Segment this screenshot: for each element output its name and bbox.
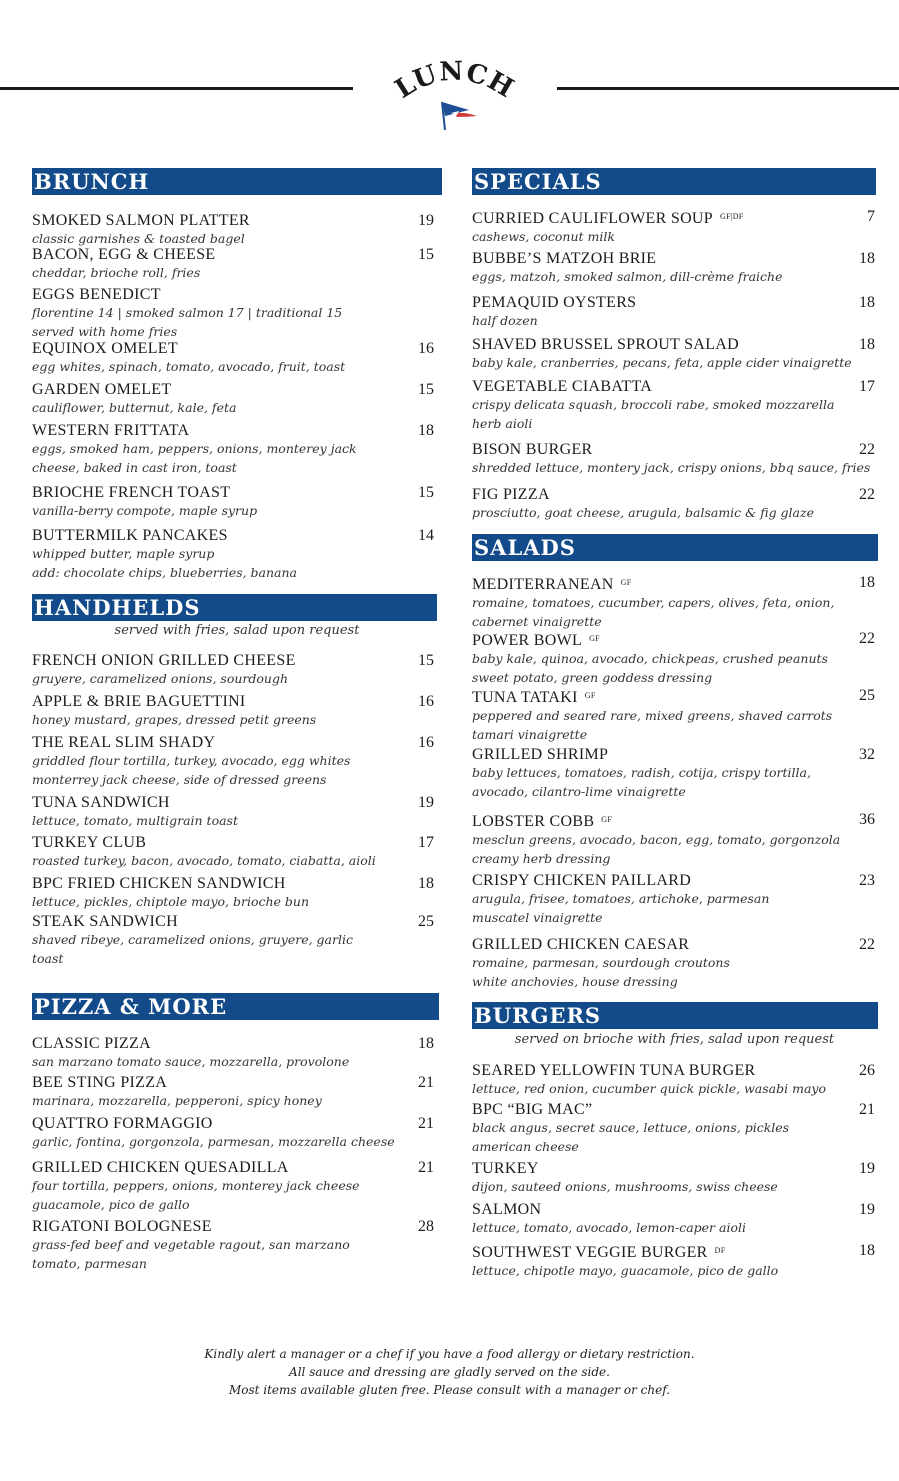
item-name-text: TURKEY CLUB [32,834,147,851]
item-name-text: SOUTHWEST VEGGIE BURGER [472,1244,708,1261]
item-description: garlic, fontina, gorgonzola, parmesan, mozzarella cheese [32,1134,395,1149]
item-name-text: BACON, EGG & CHEESE [32,246,216,263]
menu-item [472,1101,877,1156]
item-description: prosciutto, goat cheese, arugula, balsamic & fig glaze [472,505,814,520]
item-description: tamari vinaigrette [472,727,588,742]
item-description: avocado, cilantro-lime vinaigrette [472,784,686,799]
specials-title: SPECIALS [472,168,876,195]
menu-item [472,811,877,868]
flag-icon [442,102,477,130]
header-rule-left [0,87,353,90]
header-rule-right [557,87,899,90]
item-price: 21 [859,1101,875,1118]
item-name-text: VEGETABLE CIABATTA [472,378,653,395]
item-price: 26 [859,1062,875,1079]
item-description: eggs, smoked ham, peppers, onions, monterey jack [32,441,357,456]
item-name-text: TUNA TATAKI [472,689,578,706]
item-name-text: QUATTRO FORMAGGIO [32,1115,213,1132]
burgers-note: served on brioche with fries, salad upon request [514,1032,835,1047]
menu-item [472,1160,877,1196]
menu-item [32,246,442,282]
item-price: 15 [418,246,434,263]
item-name-text: GRILLED CHICKEN CAESAR [472,936,690,953]
dietary-tag: GF [620,578,632,587]
salads-title: SALADS [472,534,878,561]
menu-item [472,936,877,991]
menu-item [32,1035,442,1071]
item-price: 17 [418,834,434,851]
menu-item [32,527,442,582]
item-name [32,381,442,398]
item-description: marinara, mozzarella, pepperoni, spicy honey [32,1093,322,1108]
menu-item [32,340,442,376]
item-name-text: SHAVED BRUSSEL SPROUT SALAD [472,336,739,353]
item-description: baby lettuces, tomatoes, radish, cotija, crispy tortilla, [472,765,811,780]
item-name [32,286,442,303]
item-name-text: TURKEY [472,1160,539,1177]
item-description: four tortilla, peppers, onions, monterey jack cheese [32,1178,360,1193]
item-price: 25 [859,687,875,704]
item-name [32,1035,442,1052]
item-name [472,208,877,227]
item-description: tomato, parmesan [32,1256,147,1271]
item-name-text: SALMON [472,1201,542,1218]
item-description: lettuce, red onion, cucumber quick pickle, wasabi mayo [472,1081,826,1096]
item-name [32,693,442,710]
item-name-text: BPC “BIG MAC” [472,1101,593,1118]
item-name-text: EGGS BENEDICT [32,286,161,303]
item-description: shaved ribeye, caramelized onions, gruyere, garlic [32,932,353,947]
item-name-text: MEDITERRANEAN [472,576,614,593]
item-name-text: STEAK SANDWICH [32,913,178,930]
item-name [32,1218,442,1235]
item-name-text: EQUINOX OMELET [32,340,178,357]
menu-item [32,1115,442,1151]
menu-item [472,378,877,433]
item-name [472,811,877,830]
item-name-text: FRENCH ONION GRILLED CHEESE [32,652,296,669]
item-price: 19 [859,1201,875,1218]
item-price: 16 [418,340,434,357]
item-name [32,875,442,892]
item-name [32,484,442,501]
item-name [32,1074,442,1091]
item-description: cheddar, brioche roll, fries [32,265,201,280]
item-price: 15 [418,381,434,398]
item-price: 18 [418,875,434,892]
menu-item [472,486,877,522]
item-description: cabernet vinaigrette [472,614,602,629]
dietary-tag: GF [589,634,600,643]
item-description: vanilla-berry compote, maple syrup [32,503,258,518]
item-name [472,1201,877,1218]
item-price: 36 [859,811,875,828]
item-name [472,687,877,706]
item-price: 21 [418,1074,434,1091]
item-description: herb aioli [472,416,533,431]
item-name-text: FIG PIZZA [472,486,550,503]
item-name-text: RIGATONI BOLOGNESE [32,1218,212,1235]
item-description: dijon, sauteed onions, mushrooms, swiss cheese [472,1179,778,1194]
item-description: griddled flour tortilla, turkey, avocado, egg whites [32,753,351,768]
item-name-text: SMOKED SALMON PLATTER [32,212,250,229]
item-price: 14 [418,527,434,544]
item-description: peppered and seared rare, mixed greens, shaved carrots [472,708,833,723]
menu-item [32,484,442,520]
item-price: 18 [859,574,875,591]
item-name [472,936,877,953]
item-description: egg whites, spinach, tomato, avocado, fruit, toast [32,359,346,374]
item-description: guacamole, pico de gallo [32,1197,190,1212]
item-name [472,441,877,458]
item-description: eggs, matzoh, smoked salmon, dill-crème fraiche [472,269,783,284]
item-name-text: LOBSTER COBB [472,813,595,830]
item-name-text: GRILLED SHRIMP [472,746,609,763]
menu-item [472,294,877,330]
item-price: 19 [859,1160,875,1177]
item-name [472,336,877,353]
item-description: american cheese [472,1139,579,1154]
item-price: 19 [418,212,434,229]
menu-item [32,913,442,968]
handhelds-note: served with fries, salad upon request [114,623,360,638]
item-name-text: BUBBE’S MATZOH BRIE [472,250,657,267]
item-description: arugula, frisee, tomatoes, artichoke, parmesan [472,891,770,906]
menu-item [32,652,442,688]
item-description: mesclun greens, avocado, bacon, egg, tomato, gorgonzola [472,832,841,847]
item-price: 16 [418,693,434,710]
menu-item [472,1201,877,1237]
item-name [32,734,442,751]
item-description: white anchovies, house dressing [472,974,678,989]
item-price: 22 [859,936,875,953]
item-name [32,527,442,544]
item-price: 25 [418,913,434,930]
menu-item [32,212,442,248]
menu-item [32,1074,442,1110]
pizza-title: PIZZA & MORE [32,993,439,1020]
allergy-notice [0,1345,899,1399]
item-name-text: THE REAL SLIM SHADY [32,734,216,751]
item-name-text: WESTERN FRITTATA [32,422,190,439]
item-name [472,486,877,503]
menu-item [32,834,442,870]
item-description: whipped butter, maple syrup [32,546,215,561]
menu-item [32,875,442,911]
footer-line: Most items available gluten free. Please consult with a manager or chef. [228,1383,671,1397]
handhelds-title: HANDHELDS [32,594,437,621]
menu-item [32,381,442,417]
item-name [472,574,877,593]
item-price: 23 [859,872,875,889]
lunch-logo [385,60,525,140]
item-name [472,1242,877,1261]
item-description: roasted turkey, bacon, avocado, tomato, ciabatta, aioli [32,853,376,868]
item-price: 22 [859,486,875,503]
item-price: 18 [418,1035,434,1052]
menu-item [32,1159,442,1214]
item-description: sweet potato, green goddess dressing [472,670,713,685]
item-price: 21 [418,1159,434,1176]
dietary-tag: DF [714,1246,726,1255]
item-price: 18 [859,1242,875,1259]
item-name [32,652,442,669]
salads-section [472,534,877,989]
item-price: 28 [418,1218,434,1235]
item-price: 18 [859,294,875,311]
item-price: 18 [418,422,434,439]
item-description: romaine, parmesan, sourdough croutons [472,955,730,970]
item-name-text: PEMAQUID OYSTERS [472,294,637,311]
item-description: classic garnishes & toasted bagel [32,231,245,246]
item-price: 7 [867,208,875,225]
item-name [472,1160,877,1177]
item-name-text: CRISPY CHICKEN PAILLARD [472,872,692,889]
item-name [472,250,877,267]
item-description: lettuce, tomato, multigrain toast [32,813,238,828]
brunch-title: BRUNCH [32,168,442,195]
item-name-text: BISON BURGER [472,441,593,458]
item-description: cashews, coconut milk [472,229,615,244]
menu-item [472,872,877,927]
item-description: florentine 14 | smoked salmon 17 | traditional 15 [32,305,343,320]
item-price: 19 [418,794,434,811]
item-price: 22 [859,630,875,647]
brunch-section [32,168,442,580]
menu-item [32,286,442,341]
item-name [32,794,442,811]
item-name [32,913,442,930]
item-name-text: BPC FRIED CHICKEN SANDWICH [32,875,286,892]
menu-item [472,336,877,372]
item-description: lettuce, pickles, chiptole mayo, brioche bun [32,894,310,909]
item-price: 17 [859,378,875,395]
menu-item [32,1218,442,1273]
item-name-text: SEARED YELLOWFIN TUNA BURGER [472,1062,756,1079]
item-name [32,422,442,439]
menu-item [472,441,877,477]
menu-item [472,1242,877,1280]
item-price: 32 [859,746,875,763]
menu-item [472,208,877,246]
page-title: LUNCH [390,60,520,105]
item-name-text: GARDEN OMELET [32,381,172,398]
item-name [472,378,877,395]
item-name [32,1159,442,1176]
menu-item [472,630,877,687]
menu-item [472,687,877,744]
item-name [472,746,877,763]
menu-item [32,422,442,477]
burgers-section [472,1002,877,1278]
item-name [472,630,877,649]
item-name-text: BEE STING PIZZA [32,1074,168,1091]
item-description: baby kale, cranberries, pecans, feta, apple cider vinaigrette [472,355,852,370]
item-price: 15 [418,652,434,669]
dietary-tag: GF|DF [720,212,744,221]
item-description: black angus, secret sauce, lettuce, onions, pickles [472,1120,790,1135]
item-description: creamy herb dressing [472,851,611,866]
menu-item [472,250,877,286]
menu-item [472,574,877,631]
pizza-section [32,993,442,1271]
item-name [472,872,877,889]
item-description: monterrey jack cheese, side of dressed greens [32,772,327,787]
item-description: cauliflower, butternut, kale, feta [32,400,237,415]
footer-line: Kindly alert a manager or a chef if you have a food allergy or dietary restriction. [204,1347,695,1361]
item-description: cheese, baked in cast iron, toast [32,460,237,475]
item-description: baby kale, quinoa, avocado, chickpeas, crushed peanuts [472,651,828,666]
item-description: served with home fries [32,324,178,339]
dietary-tag: GF [584,691,596,700]
item-name [32,340,442,357]
item-name-text: APPLE & BRIE BAGUETTINI [32,693,246,710]
item-description: toast [32,951,64,966]
dietary-tag: GF [601,815,613,824]
item-name [32,834,442,851]
item-name [472,1062,877,1079]
item-name-text: TUNA SANDWICH [32,794,170,811]
burgers-title: BURGERS [472,1002,878,1029]
item-name [32,1115,442,1132]
item-price: 22 [859,441,875,458]
item-description: half dozen [472,313,538,328]
menu-item [472,746,877,801]
item-price: 16 [418,734,434,751]
item-price: 21 [418,1115,434,1132]
item-description: romaine, tomatoes, cucumber, capers, olives, feta, onion, [472,595,835,610]
item-name-text: POWER BOWL [472,632,583,649]
item-price: 15 [418,484,434,501]
item-name-text: GRILLED CHICKEN QUESADILLA [32,1159,289,1176]
menu-item [32,693,442,729]
item-name-text: CURRIED CAULIFLOWER SOUP [472,210,713,227]
item-description: add: chocolate chips, blueberries, banana [32,565,298,580]
item-description: san marzano tomato sauce, mozzarella, provolone [32,1054,350,1069]
menu-item [32,734,442,789]
item-description: gruyere, caramelized onions, sourdough [32,671,288,686]
item-name [32,246,442,263]
item-description: shredded lettuce, montery jack, crispy onions, bbq sauce, fries [472,460,871,475]
item-name [472,294,877,311]
handhelds-section [32,594,442,966]
specials-section [472,168,877,520]
item-name-text: CLASSIC PIZZA [32,1035,152,1052]
item-description: grass-fed beef and vegetable ragout, san marzano [32,1237,350,1252]
item-description: crispy delicata squash, broccoli rabe, smoked mozzarella [472,397,835,412]
item-description: lettuce, tomato, avocado, lemon-caper aioli [472,1220,746,1235]
menu-item [32,794,442,830]
item-name [472,1101,877,1118]
item-name-text: BRIOCHE FRENCH TOAST [32,484,231,501]
item-price: 18 [859,250,875,267]
item-name-text: BUTTERMILK PANCAKES [32,527,228,544]
item-description: lettuce, chipotle mayo, guacamole, pico de gallo [472,1263,779,1278]
footer-line: All sauce and dressing are gladly served on the side. [289,1365,610,1379]
menu-item [472,1062,877,1098]
item-description: muscatel vinaigrette [472,910,603,925]
item-name [32,212,442,229]
item-price: 18 [859,336,875,353]
item-description: honey mustard, grapes, dressed petit greens [32,712,317,727]
